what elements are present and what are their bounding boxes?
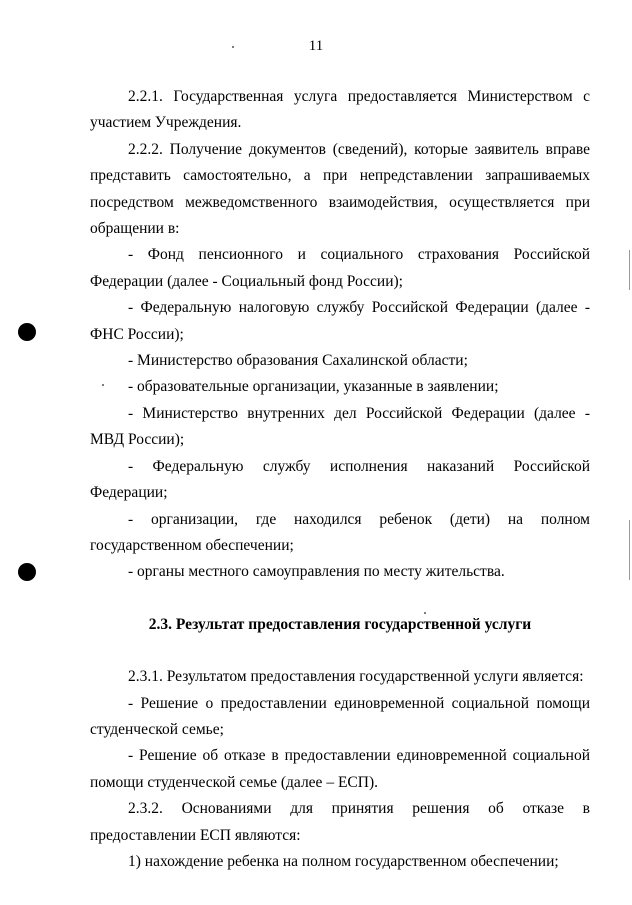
binder-hole-bottom bbox=[18, 563, 36, 581]
section-2-3 bbox=[90, 612, 590, 876]
page-number: 11 bbox=[308, 38, 324, 54]
list-item-education-ministry: - Министерство образования Сахалинской области; bbox=[128, 352, 468, 370]
scan-edge-mark bbox=[629, 520, 630, 580]
list-item-interior-ministry: - Министерство внутренних дел Российской Федерации (далее - МВД России); bbox=[90, 404, 590, 449]
paragraph-2-3-2: 2.3.2. Основаниями для принятия решения об отказе в предоставлении ЕСП являются: bbox=[90, 800, 590, 844]
list-item-decision-refusal: - Решение об отказе в предоставлении единовременной социальной помощи студенческой семье (далее – ЕСП). bbox=[90, 747, 590, 791]
scan-edge-mark bbox=[629, 250, 630, 290]
paragraph-2-2-2: 2.2.2. Получение документов (сведений), которые заявитель вправе представить самостоятельно, а при непредставлении запрашиваемых посредством межведомственного взаимодействия, осуществляется при обращении в: bbox=[90, 140, 590, 238]
list-item-penitentiary-service: - Федеральную службу исполнения наказаний Российской Федерации; bbox=[90, 457, 590, 502]
section-heading: 2.3. Результат предоставления государственной услуги bbox=[148, 615, 532, 633]
paragraph-2-3-1: 2.3.1. Результатом предоставления государственной услуги является: bbox=[128, 668, 584, 686]
document-body bbox=[90, 84, 590, 875]
list-item-state-care-organizations: - организации, где находился ребенок (дети) на полном государственном обеспечении; bbox=[90, 510, 590, 554]
list-item-local-government: - органы местного самоуправления по месту жительства. bbox=[128, 563, 505, 581]
list-item-tax-service: - Федеральную налоговую службу Российской Федерации (далее - ФНС России); bbox=[90, 299, 590, 343]
list-item-decision-grant: - Решение о предоставлении единовременной социальной помощи студенческой семье; bbox=[90, 694, 590, 738]
section-2-2 bbox=[90, 84, 590, 586]
scan-speck bbox=[232, 46, 234, 48]
list-item-educational-organizations: - образовательные организации, указанные в заявлении; bbox=[128, 378, 499, 396]
refusal-ground-1: 1) нахождение ребенка на полном государственном обеспечении; bbox=[128, 852, 559, 870]
list-item-social-fund: - Фонд пенсионного и социального страхования Российской Федерации (далее - Социальный фонд России); bbox=[90, 246, 590, 290]
binder-hole-top bbox=[18, 323, 36, 341]
paragraph-2-2-1: 2.2.1. Государственная услуга предоставляется Министерством с участием Учреждения. bbox=[90, 88, 590, 132]
